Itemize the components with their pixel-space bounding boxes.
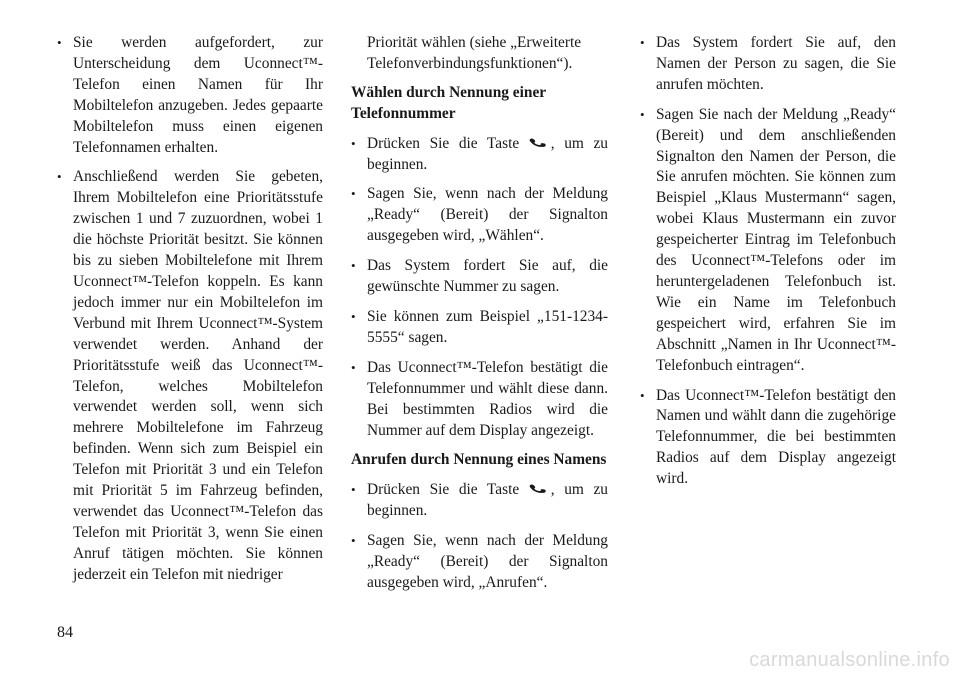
list-item: • Sie können zum Beispiel „151-1234-5555“ sagen. [351, 307, 608, 349]
list-item [351, 480, 608, 522]
list-item [351, 134, 608, 176]
list-item: • Das System fordert Sie auf, den Namen der Person zu sagen, die Sie anrufen möchten. [640, 33, 896, 96]
list-item: • Anschließend werden Sie gebeten, Ihrem Mobiltelefon eine Prioritätsstufe zwischen 1 und 7 zuzuordnen, wobei 1 die höchste Priorität besitzt. Sie können bis zu sieben Mobiltelefone mit Ihrem Uconnect™-Telefon koppeln. Es kann jedoch immer nur ein Mobiltelefon im Verbund mit Ihrem Uconnect™-System verwendet werden. Anhand der Prioritätsstufe weiß das Uconnect™-Telefon, welches Mobiltelefon verwendet werden soll, wenn sich mehrere Mobiltelefone im Fahrzeug befinden. Wenn sich zum Beispiel ein Telefon mit Priorität 3 und ein Telefon mit Priorität 5 im Fahrzeug befinden, verwendet das Uconnect™-Telefon das Telefon mit Priorität 3, wenn Sie einen Anruf tätigen möchten. Sie können jederzeit ein Telefon mit niedriger [57, 167, 323, 585]
bullet-list [351, 480, 608, 594]
bullet-list [351, 134, 608, 442]
continued-text: Priorität wählen (siehe „Erweiterte Telefonverbindungsfunktionen“). [367, 34, 582, 72]
list-item: • Das Uconnect™-Telefon bestätigt den Namen und wählt dann die zugehörige Telefonnummer, die bei bestimmten Radios auf dem Display angezeigt wird. [640, 386, 896, 491]
column-right [640, 33, 896, 499]
press-text-after: , um zu beginnen. [367, 134, 608, 173]
column-middle [351, 33, 608, 603]
bullet-list [640, 33, 896, 490]
phone-handset-icon [529, 135, 551, 149]
list-item: • Das Uconnect™-Telefon bestätigt die Telefonnummer und wählt diese dann. Bei bestimmten Radios wird die Nummer auf dem Display angezeigt. [351, 358, 608, 442]
list-item: • Sie werden aufgefordert, zur Unterscheidung dem Uconnect™-Telefon einen Namen für Ihr Mobiltelefon anzugeben. Jedes gepaarte Mobiltelefon muss einen eigenen Telefonnamen erhalten. [57, 33, 323, 158]
bullet-list [57, 33, 323, 586]
list-item: • Das System fordert Sie auf, die gewünschte Nummer zu sagen. [351, 256, 608, 298]
page-number: 84 [57, 624, 73, 641]
column-left [57, 33, 323, 595]
section-heading: Wählen durch Nennung einer Telefonnummer [351, 83, 546, 122]
press-text-after: , um zu beginnen. [367, 481, 608, 520]
press-text: Drücken Sie die Taste [367, 481, 520, 499]
phone-handset-icon [529, 481, 551, 495]
list-item: • Sagen Sie, wenn nach der Meldung „Ready“ (Bereit) der Signalton ausgegeben wird, „Wählen“. [351, 184, 608, 247]
press-text: Drücken Sie die Taste [367, 134, 520, 152]
list-item: • Sagen Sie, wenn nach der Meldung „Ready“ (Bereit) der Signalton ausgegeben wird, „Anrufen“. [351, 531, 608, 594]
watermark: carmanualsonline.info [749, 649, 950, 671]
section-heading: Anrufen durch Nennung eines Namens [351, 451, 607, 469]
list-item: • Sagen Sie nach der Meldung „Ready“ (Bereit) und dem anschließenden Signalton den Namen der Person, die Sie anrufen möchten. Sie können zum Beispiel „Klaus Mustermann“ sagen, wobei Klaus Mustermann ein zuvor gespeicherter Eintrag im Telefonbuch des Uconnect™-Telefons oder im heruntergeladenen Telefonbuch ist. Wie ein Name im Telefonbuch gespeichert wird, erfahren Sie im Abschnitt „Namen in Ihr Uconnect™-Telefonbuch eintragen“. [640, 105, 896, 377]
